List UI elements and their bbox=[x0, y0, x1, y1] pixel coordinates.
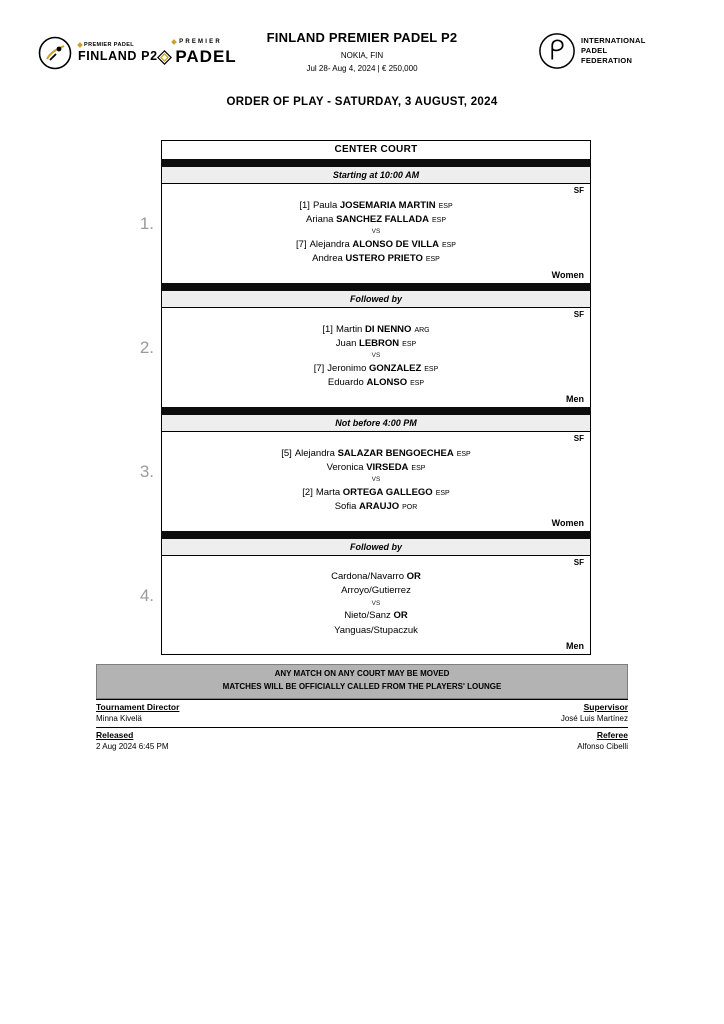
player-first-name: Martin bbox=[335, 323, 363, 335]
vs-label: VS bbox=[371, 476, 381, 484]
order-of-play-title: ORDER OF PLAY - SATURDAY, 3 AUGUST, 2024 bbox=[226, 96, 498, 108]
fip-logo-line1: INTERNATIONAL bbox=[581, 35, 646, 45]
match-category: Women bbox=[551, 518, 584, 528]
player-line bbox=[168, 487, 584, 499]
match-number: 4. bbox=[139, 585, 154, 605]
player-line bbox=[168, 625, 584, 637]
player-first-name: Nieto/Sanz bbox=[344, 610, 391, 622]
event-title-block bbox=[192, 30, 532, 73]
match-number: 3. bbox=[139, 462, 154, 481]
match-number: 2. bbox=[139, 338, 154, 357]
match-round: SF bbox=[573, 186, 584, 195]
player-country: ESP bbox=[402, 340, 417, 348]
match-schedule: Followed by bbox=[162, 539, 590, 556]
event-dates: Jul 28- Aug 4, 2024 | € 250,000 bbox=[306, 64, 418, 73]
player-first-name: Yanguas/Stupaczuk bbox=[334, 624, 418, 636]
match-round: SF bbox=[573, 558, 584, 567]
player-country: ESP bbox=[456, 450, 471, 458]
finland-p2-logo-text bbox=[78, 42, 158, 64]
player-line bbox=[168, 338, 584, 350]
separator-bar bbox=[161, 407, 591, 415]
player-first-name: Andrea bbox=[312, 253, 343, 265]
separator-bar bbox=[161, 159, 591, 167]
player-country: ESP bbox=[431, 216, 446, 224]
player-line bbox=[168, 501, 584, 513]
player-last-name: ARAUJO bbox=[359, 501, 400, 513]
player-country: ESP bbox=[424, 365, 439, 373]
match-category: Men bbox=[566, 641, 584, 651]
footer-block-2 bbox=[96, 727, 628, 751]
player-first-name: Sofia bbox=[334, 501, 357, 513]
player-line bbox=[168, 585, 584, 597]
match-block-3 bbox=[139, 415, 591, 531]
padel-player-icon bbox=[38, 36, 72, 70]
player-first-name: Jeronimo bbox=[327, 362, 367, 374]
match-players bbox=[168, 322, 584, 392]
notice-line-2: MATCHES WILL BE OFFICIALLY CALLED FROM THE PLAYERS' LOUNGE bbox=[222, 681, 502, 691]
match-body bbox=[162, 184, 590, 283]
player-last-name: ALONSO DE VILLA bbox=[352, 238, 439, 250]
player-last-name: DI NENNO bbox=[364, 323, 412, 335]
fip-logo bbox=[538, 32, 646, 70]
player-first-name: Ariana bbox=[305, 213, 334, 225]
match-players bbox=[168, 446, 584, 516]
player-last-name: ORTEGA GALLEGO bbox=[342, 486, 433, 498]
match-players bbox=[168, 569, 584, 639]
match-block-4 bbox=[139, 539, 591, 655]
tournament-director-name: Minna Kivelä bbox=[96, 714, 142, 723]
player-last-name: OR bbox=[393, 610, 408, 622]
referee-name: Alfonso Cibelli bbox=[577, 742, 628, 751]
match-round: SF bbox=[573, 310, 584, 319]
player-first-name: Alejandra bbox=[309, 238, 350, 250]
supervisor-name: José Luis Martínez bbox=[560, 714, 628, 723]
vs-label: VS bbox=[371, 352, 381, 360]
match-body bbox=[162, 432, 590, 531]
footer-block-1 bbox=[96, 699, 628, 723]
player-line bbox=[168, 363, 584, 375]
player-line bbox=[168, 571, 584, 583]
player-line bbox=[168, 253, 584, 265]
player-country: ESP bbox=[435, 489, 450, 497]
player-country: ESP bbox=[425, 256, 440, 264]
player-seed: [7] bbox=[313, 362, 325, 374]
player-seed: [7] bbox=[296, 238, 307, 250]
player-seed: [1] bbox=[299, 199, 310, 211]
finland-p2-logo-top bbox=[78, 42, 158, 48]
notice-banner bbox=[96, 664, 628, 699]
player-line bbox=[168, 462, 584, 474]
match-schedule: Starting at 10:00 AM bbox=[162, 167, 590, 184]
vs-label: VS bbox=[371, 228, 381, 236]
player-first-name: Arroyo/Gutierrez bbox=[341, 585, 411, 597]
player-line bbox=[168, 239, 584, 251]
player-first-name: Cardona/Navarro bbox=[331, 571, 404, 583]
match-body bbox=[162, 556, 590, 654]
player-first-name: Marta bbox=[315, 486, 341, 498]
diamond-icon bbox=[171, 39, 177, 45]
match-block-2 bbox=[139, 291, 591, 407]
notice-line-1: ANY MATCH ON ANY COURT MAY BE MOVED bbox=[274, 669, 450, 678]
match-block-1 bbox=[139, 167, 591, 283]
center-court-schedule bbox=[139, 140, 591, 655]
match-round: SF bbox=[573, 434, 584, 443]
player-first-name: Alejandra bbox=[294, 447, 335, 459]
player-first-name: Juan bbox=[335, 337, 357, 349]
separator-bar bbox=[161, 283, 591, 291]
player-last-name: LEBRON bbox=[359, 337, 400, 349]
separator-bar bbox=[161, 531, 591, 539]
match-category: Women bbox=[551, 270, 584, 280]
event-location: NOKIA, FIN bbox=[340, 51, 384, 60]
player-country: ESP bbox=[438, 202, 453, 210]
player-first-name: Veronica bbox=[326, 461, 364, 473]
player-country: ESP bbox=[410, 380, 425, 388]
premier-diamond-icon bbox=[157, 50, 172, 65]
referee-label: Referee bbox=[596, 730, 628, 740]
player-last-name: VIRSEDA bbox=[366, 461, 409, 473]
match-players bbox=[168, 198, 584, 268]
player-last-name: JOSEMARIA MARTIN bbox=[339, 199, 436, 211]
fip-logo-text bbox=[581, 36, 646, 66]
court-name: CENTER COURT bbox=[161, 140, 591, 159]
player-country: POR bbox=[402, 504, 418, 512]
finland-p2-logo-main: FINLAND P2 bbox=[78, 49, 158, 64]
player-last-name: SALAZAR BENGOECHEA bbox=[337, 447, 454, 459]
premier-padel-wordmark: PADEL bbox=[175, 47, 237, 66]
player-line bbox=[168, 610, 584, 622]
player-line bbox=[168, 200, 584, 212]
finland-p2-logo-topline: PREMIER PADEL bbox=[84, 42, 135, 49]
player-first-name: Paula bbox=[312, 199, 338, 211]
player-last-name: SANCHEZ FALLADA bbox=[336, 213, 429, 225]
player-first-name: Eduardo bbox=[327, 377, 364, 389]
player-seed: [1] bbox=[322, 323, 333, 335]
player-line bbox=[168, 377, 584, 389]
match-category: Men bbox=[566, 394, 584, 404]
match-schedule: Not before 4:00 PM bbox=[162, 415, 590, 432]
player-seed: [5] bbox=[281, 447, 292, 459]
footer bbox=[96, 699, 628, 755]
finland-p2-logo bbox=[38, 36, 158, 70]
event-title: FINLAND PREMIER PADEL P2 bbox=[266, 30, 458, 45]
player-last-name: USTERO PRIETO bbox=[345, 253, 423, 265]
player-country: ESP bbox=[411, 464, 426, 472]
released-value: 2 Aug 2024 6:45 PM bbox=[96, 742, 169, 751]
vs-label: VS bbox=[371, 599, 381, 607]
player-seed: [2] bbox=[302, 486, 313, 498]
player-line bbox=[168, 448, 584, 460]
released-label: Released bbox=[96, 730, 134, 740]
match-body bbox=[162, 308, 590, 407]
player-line bbox=[168, 214, 584, 226]
diamond-icon bbox=[77, 42, 83, 48]
player-country: ARG bbox=[414, 326, 430, 334]
player-country: ESP bbox=[441, 241, 456, 249]
match-number: 1. bbox=[139, 214, 154, 233]
fip-circle-icon bbox=[538, 32, 576, 70]
fip-logo-line3: FEDERATION bbox=[581, 56, 633, 66]
fip-logo-line2: PADEL bbox=[581, 45, 608, 55]
match-schedule: Followed by bbox=[162, 291, 590, 308]
premier-padel-logo-topline: PREMIER bbox=[179, 39, 222, 45]
supervisor-label: Supervisor bbox=[583, 702, 628, 712]
tournament-director-label: Tournament Director bbox=[96, 702, 180, 712]
player-last-name: OR bbox=[406, 571, 421, 583]
player-last-name: GONZALEZ bbox=[369, 362, 422, 374]
player-line bbox=[168, 324, 584, 336]
player-last-name: ALONSO bbox=[366, 377, 408, 389]
